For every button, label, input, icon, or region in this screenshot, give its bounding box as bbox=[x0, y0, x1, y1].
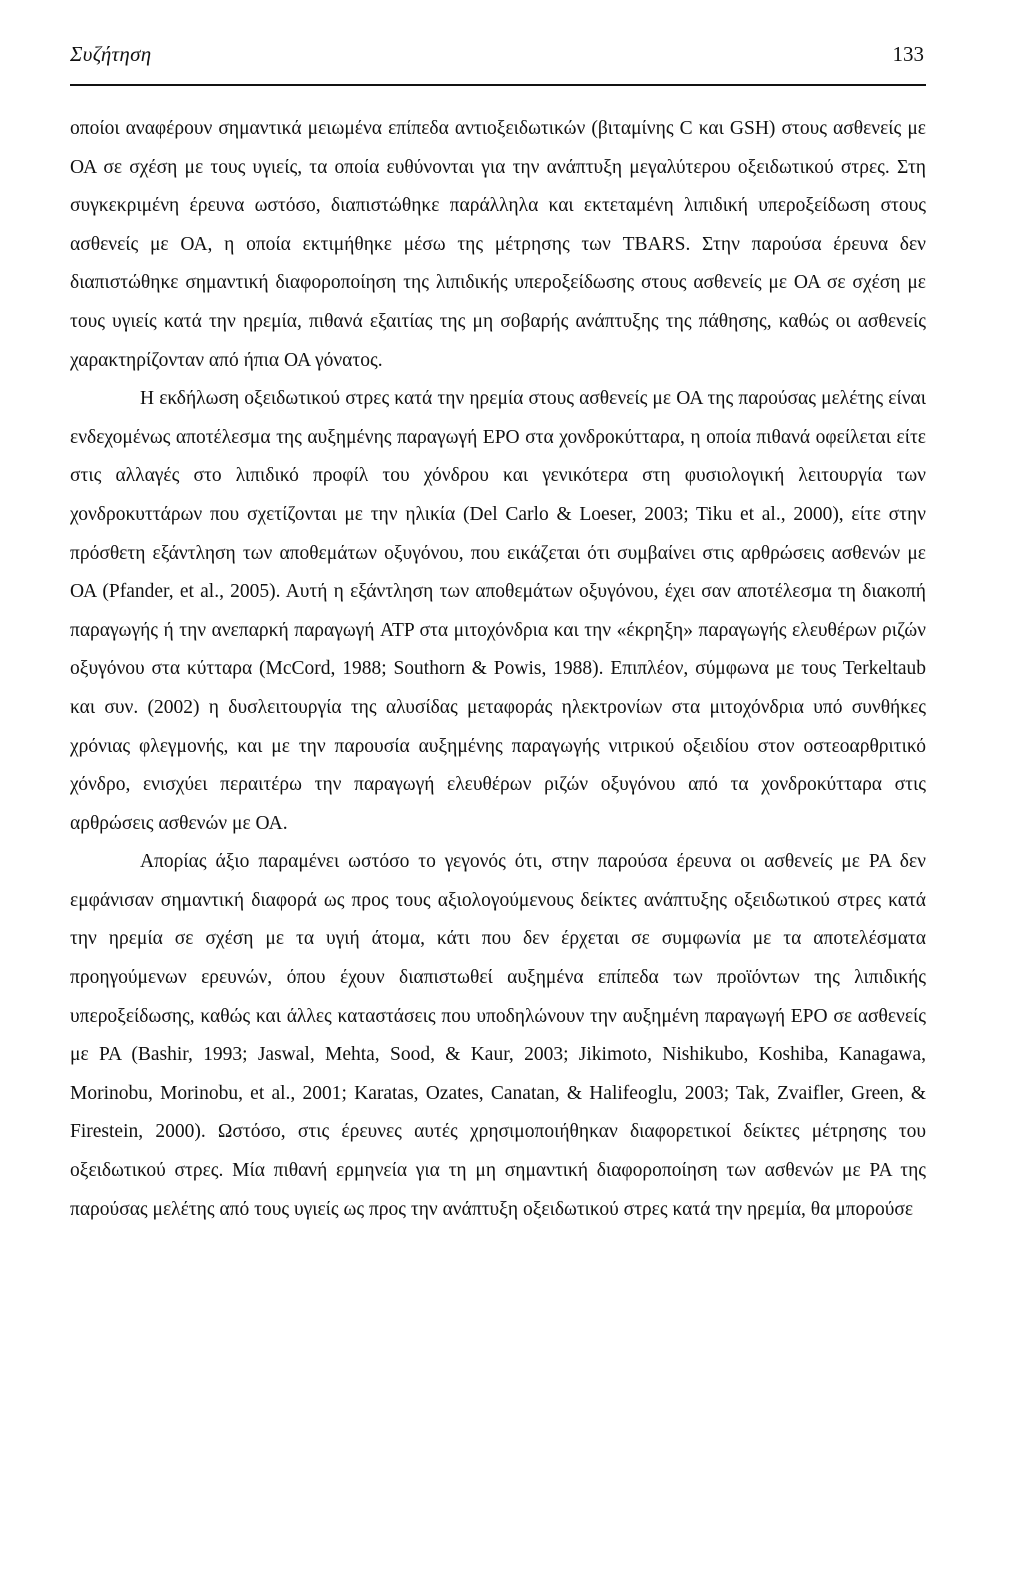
running-header bbox=[70, 42, 924, 72]
paragraph-2: Η εκδήλωση οξειδωτικού στρες κατά την ηρεμία στους ασθενείς με ΟΑ της παρούσας μελέτης είναι ενδεχομένως αποτέλεσμα της αυξημένης παραγωγή ΕΡΟ στα χονδροκύτταρα, η οποία πιθανά οφείλεται είτε στις αλλαγές στο λιπιδικό προφίλ του χόνδρου και γενικότερα στη φυσιολογική λειτουργία των χονδροκυττάρων που σχετίζονται με την ηλικία (Del Carlo & Loeser, 2003; Tiku et al., 2000), είτε στην πρόσθετη εξάντληση των αποθεμάτων οξυγόνου, που εικάζεται ότι συμβαίνει στις αρθρώσεις ασθενών με ΟΑ (Pfander, et al., 2005). Αυτή η εξάντληση των αποθεμάτων οξυγόνου, έχει σαν αποτέλεσμα τη διακοπή παραγωγής ή την ανεπαρκή παραγωγή ATP στα μιτοχόνδρια και την «έκρηξη» παραγωγής ελευθέρων ριζών οξυγόνου στα κύτταρα (McCord, 1988; Southorn & Powis, 1988). Επιπλέον, σύμφωνα με τους Terkeltaub και συν. (2002) η δυσλειτουργία της αλυσίδας μεταφοράς ηλεκτρονίων στα μιτοχόνδρια υπό συνθήκες χρόνιας φλεγμονής, και με την παρουσία αυξημένης παραγωγής νιτρικού οξειδίου στον οστεοαρθριτικό χόνδρο, ενισχύει περαιτέρω την παραγωγή ελευθέρων ριζών οξυγόνου από τα χονδροκύτταρα στις αρθρώσεις ασθενών με ΟΑ. bbox=[70, 388, 926, 834]
paragraph-1: οποίοι αναφέρουν σημαντικά μειωμένα επίπεδα αντιοξειδωτικών (βιταμίνης C και GSH) στους ασθενείς με ΟΑ σε σχέση με τους υγιείς, τα οποία ευθύνονται για την ανάπτυξη μεγαλύτερου οξειδωτικού στρες. Στη συγκεκριμένη έρευνα ωστόσο, διαπιστώθηκε παράλληλα και εκτεταμένη λιπιδική υπεροξείδωση στους ασθενείς με ΟΑ, η οποία εκτιμήθηκε μέσω της μέτρησης των TBARS. Στην παρούσα έρευνα δεν διαπιστώθηκε σημαντική διαφοροποίηση της λιπιδικής υπεροξείδωσης στους ασθενείς με ΟΑ σε σχέση με τους υγιείς κατά την ηρεμία, πιθανά εξαιτίας της μη σοβαρής ανάπτυξης της πάθησης, καθώς οι ασθενείς χαρακτηρίζονταν από ήπια ΟΑ γόνατος. bbox=[70, 118, 926, 371]
page-number: 133 bbox=[892, 42, 924, 66]
paragraph-3: Απορίας άξιο παραμένει ωστόσο το γεγονός ότι, στην παρούσα έρευνα οι ασθενείς με ΡΑ δεν εμφάνισαν σημαντική διαφορά ως προς τους αξιολογούμενους δείκτες ανάπτυξης οξειδωτικού στρες κατά την ηρεμία σε σχέση με τα υγιή άτομα, κάτι που δεν έρχεται σε συμφωνία με τα αποτελέσματα προηγούμενων ερευνών, όπου έχουν διαπιστωθεί αυξημένα επίπεδα των προϊόντων της λιπιδικής υπεροξείδωσης, καθώς και άλλες καταστάσεις που υποδηλώνουν την αυξημένη παραγωγή ΕΡΟ σε ασθενείς με ΡΑ (Bashir, 1993; Jaswal, Mehta, Sood, & Kaur, 2003; Jikimoto, Nishikubo, Koshiba, Kanagawa, Morinobu, Morinobu, et al., 2001; Karatas, Ozates, Canatan, & Halifeoglu, 2003; Tak, Zvaifler, Green, & Firestein, 2000). Ωστόσο, στις έρευνες αυτές χρησιμοποιήθηκαν διαφορετικοί δείκτες μέτρησης του οξειδωτικού στρες. Μία πιθανή ερμηνεία για τη μη σημαντική διαφοροποίηση των ασθενών με ΡΑ της παρούσας μελέτης από τους υγιείς ως προς την ανάπτυξη οξειδωτικού στρες κατά την ηρεμία, θα μπορούσε bbox=[70, 851, 926, 1220]
section-title: Συζήτηση bbox=[70, 42, 152, 66]
body-text bbox=[70, 110, 926, 1229]
header-divider bbox=[70, 84, 926, 86]
